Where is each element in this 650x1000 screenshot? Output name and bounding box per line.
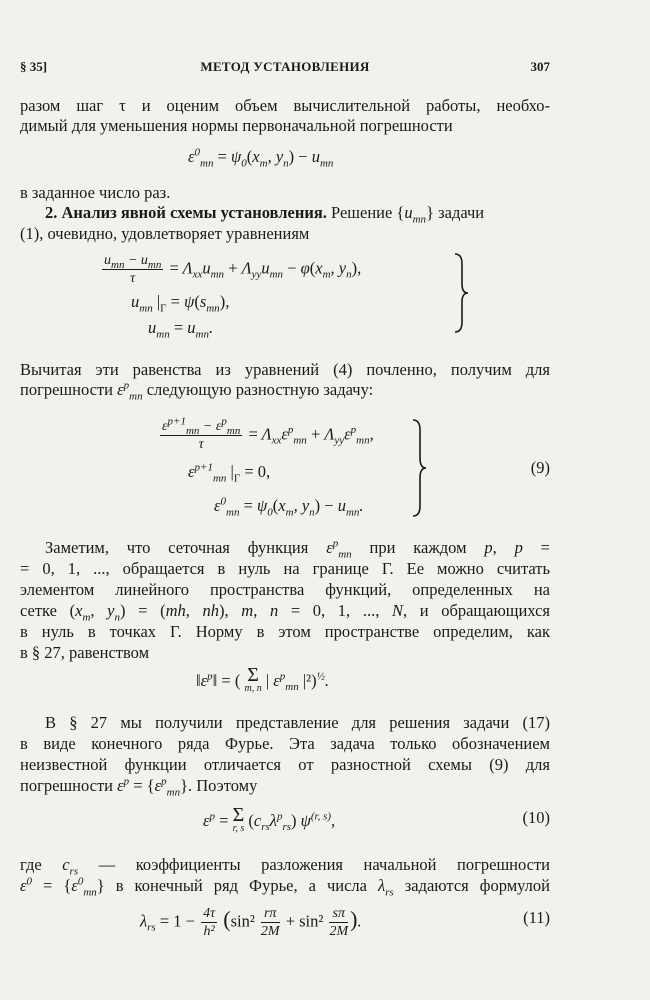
text-line-19: $\varepsilon^0 = \{\varepsilon^0_{mn}\}$ в конечный ряд Фурье, а числа $\lambda_{rs}$ задаются формулой bbox=[20, 875, 550, 899]
text-line-13: в § 27, равенством bbox=[20, 643, 150, 662]
system9-eq-a: $\frac{\varepsilon^{p+1}_{mn} - \varepsilon^p_{mn}}{\tau}$ = $\Lambda_{xx}\varepsilon^p_{mn} + \Lambda_{yy}\varepsilon^p_{mn}$, bbox=[162, 415, 374, 452]
header-title: МЕТОД УСТАНОВЛЕНИЯ bbox=[200, 59, 370, 74]
equation-number-10: (10) bbox=[522, 808, 550, 827]
system9-eq-b: $\varepsilon^{p+1}_{mn}$ $|_Г = 0$, bbox=[188, 461, 271, 485]
system1-eq-b: $u_{mn}$ $|_Г = \psi(s_{mn})$, bbox=[131, 292, 230, 315]
equation-number-11: (11) bbox=[523, 908, 550, 927]
text-line-11: сетке ($x_m$, $y_n) = (mh$, nh), m, n = 0, 1, ..., N, и обращающихся bbox=[20, 601, 551, 624]
text-line-6: Вычитая эти равенства из уравнений (4) почленно, получим для bbox=[20, 360, 550, 379]
system1-eq-a: $\frac{u_{mn} - u_{mn}}{\tau}$ = $\Lambda_{xx}u_{mn} + \Lambda_{yy}u_{mn} - \varphi(x_m$, $y_n$), bbox=[104, 253, 362, 286]
text-line-18: где $c_{rs}$ — коэффициенты разложения начальной погрешности bbox=[20, 855, 551, 878]
system9-brace bbox=[410, 418, 428, 518]
text-line-5: (1), очевидно, удовлетворяет уравнениям bbox=[20, 224, 310, 243]
text-line-7: погрешности $\varepsilon^p_{mn}$ следующую разностную задачу: bbox=[20, 379, 374, 403]
header-section: § 35] bbox=[20, 59, 48, 74]
equation-11: $\lambda_{rs} = 1$ − $\frac{4\tau}{\text{h²}}$ (sin² $\frac{r\pi}{2M}$ + sin² $\frac{s\pi}{2M}$ ). bbox=[140, 906, 362, 939]
system9-eq-c: $\varepsilon^0_{mn} = \psi_0(x_m$, $y_n) - u_{mn}$. bbox=[214, 495, 364, 519]
text-line-16: неизвестной функции отличается от разностной схемы (9) для bbox=[20, 755, 550, 774]
text-line-14: В § 27 мы получили представление для решения задачи (17) bbox=[45, 713, 550, 732]
text-line-4: 2. Анализ явной схемы установления. Решение $\{u_{mn}\}$ задачи bbox=[45, 203, 485, 226]
text-line-17: погрешности $\varepsilon^p = \{\varepsilon^p_{mn}\}$. Поэтому bbox=[20, 775, 258, 799]
text-line-8: Заметим, что сеточная функция $\varepsilon^p_{mn}$ при каждом p, p = bbox=[45, 537, 550, 561]
section-heading: 2. Анализ явной схемы установления. bbox=[45, 203, 327, 222]
equation-10: $\varepsilon^p$ = Σ r, s $(c_{rs}\lambda^p_{rs})$ $\psi^{(r, s)}$, bbox=[203, 804, 336, 834]
system1-brace bbox=[452, 252, 470, 334]
text-line-1: разом шаг τ и оценим объем вычислительной работы, необхо- bbox=[20, 96, 550, 115]
equation-number-9: (9) bbox=[530, 458, 550, 477]
equation-initial-error: $\varepsilon^0_{mn} = \psi_0(x_m$, $y_n) - u_{mn}$ bbox=[188, 146, 334, 170]
equation-norm: $‖\varepsilon^p‖$ = ( Σ m, n | $\varepsilon^p_{mn}$ |²)$^{\frac{1}{2}}$. bbox=[196, 664, 329, 694]
text-line-2: димый для уменьшения нормы первоначальной погрешности bbox=[20, 116, 453, 135]
text-line-9: = 0, 1, ..., обращается в нуль на границе Г. Ее можно считать bbox=[20, 559, 550, 578]
page-number: 307 bbox=[530, 59, 550, 74]
system1-eq-c: $u_{mn} = u_{mn}$. bbox=[148, 318, 214, 341]
text-line-10: элементом линейного пространства функций, определенных на bbox=[20, 580, 550, 599]
text-line-12: в нуль в точках Г. Норму в этом пространстве определим, как bbox=[20, 622, 550, 641]
running-header bbox=[20, 57, 550, 77]
text-line-3: в заданное число раз. bbox=[20, 183, 171, 202]
text-line-15: в виде конечного ряда Фурье. Эта задача только обозначением bbox=[20, 734, 550, 753]
